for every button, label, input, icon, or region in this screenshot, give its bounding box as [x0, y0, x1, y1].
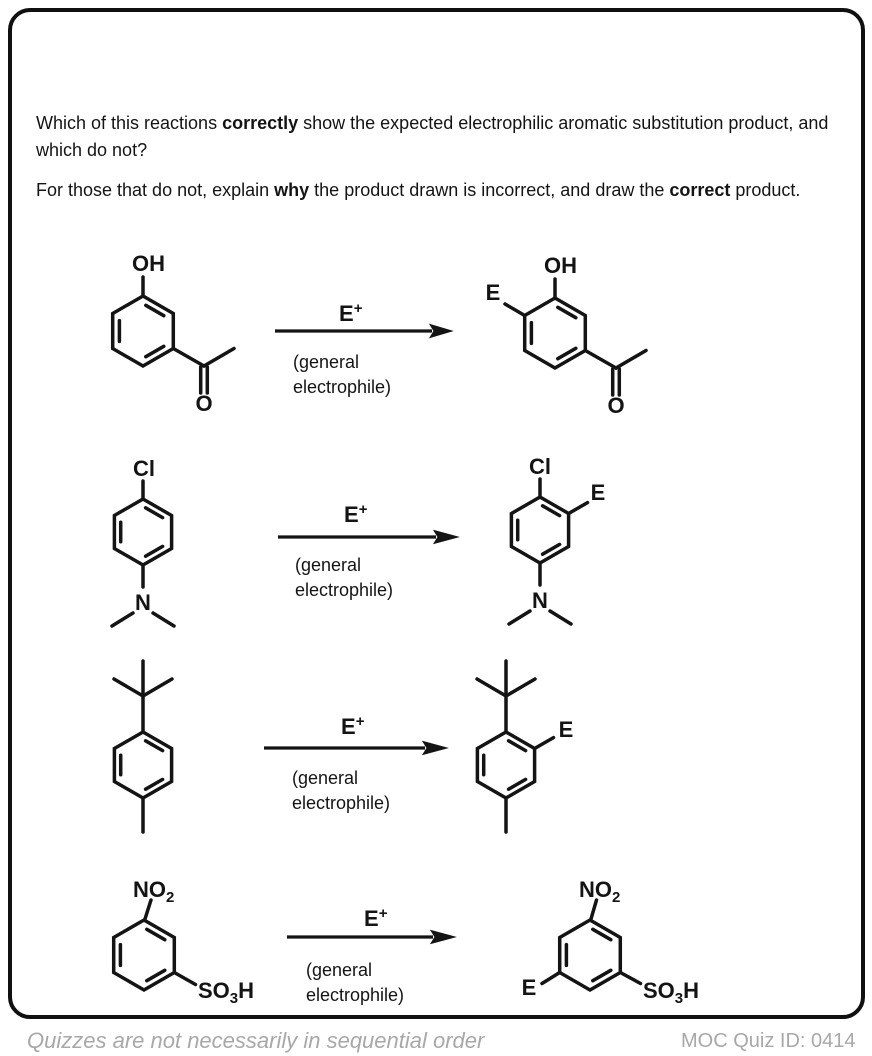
footer-disclaimer: Quizzes are not necessarily in sequential order	[27, 1028, 485, 1053]
so3h-post: H	[683, 978, 700, 1003]
cl-label: Cl	[529, 454, 551, 479]
benzene-ring	[477, 732, 534, 798]
so3h-label	[198, 978, 254, 1007]
no2-bond	[145, 900, 151, 919]
electrophile-symbol: E	[344, 502, 359, 527]
e-label: E	[590, 480, 606, 505]
no2-subscript: 2	[166, 889, 175, 906]
so3h-pre: SO	[643, 978, 675, 1003]
product-3-E-ortho-to-tbu	[477, 661, 573, 832]
arrow-head	[423, 742, 447, 755]
tbu-methyl-bond	[143, 679, 172, 696]
electrophile-symbol: E	[341, 714, 356, 739]
e-bond	[535, 738, 554, 749]
question-text	[36, 110, 836, 217]
tbu-methyl-bond	[114, 679, 143, 696]
benzene-ring	[114, 499, 171, 565]
reaction-row-1	[80, 245, 720, 430]
arrow-note-2: (general electrophile)	[295, 555, 394, 600]
electrophile-symbol: E	[364, 906, 379, 931]
e-bond	[569, 503, 588, 514]
electrophile-symbol: E	[339, 301, 354, 326]
so3h-label	[643, 978, 699, 1007]
no2-main: NO	[579, 877, 612, 902]
arrow-note-1: (general electrophile)	[293, 352, 392, 397]
question-text-segment: For those that do not, explain	[36, 180, 275, 200]
tbu-methyl-bond	[477, 679, 506, 696]
question-text-bold: correctly	[222, 113, 299, 133]
so3h-subscript: 3	[674, 990, 684, 1007]
arrow-note-3: (general electrophile)	[292, 768, 391, 813]
no2-label	[579, 877, 620, 906]
electrophile-label	[364, 905, 388, 931]
so3h-bond	[620, 973, 640, 984]
question-text-bold: why	[274, 180, 310, 200]
oh-label: OH	[544, 253, 577, 278]
reactant-2-4-chloro-dimethylaniline	[112, 456, 174, 626]
so3h-subscript: 3	[229, 990, 239, 1007]
product-1-E-ortho-to-OH	[486, 253, 646, 418]
arrow-head	[431, 931, 455, 944]
electrophile-charge: +	[358, 501, 368, 518]
n-methyl-bond	[153, 613, 174, 626]
n-methyl-bond	[550, 611, 571, 624]
reaction-arrow-3	[264, 713, 447, 755]
n-label: N	[532, 588, 548, 613]
product-4-E-meta-to-both	[522, 877, 699, 1007]
benzene-ring	[525, 298, 586, 368]
methyl-bond	[616, 351, 646, 369]
e-bond	[505, 304, 525, 316]
e-label: E	[521, 975, 537, 1000]
acetyl-bond	[173, 349, 204, 367]
cl-label: Cl	[133, 456, 155, 481]
so3h-post: H	[238, 978, 255, 1003]
e-label: E	[485, 280, 501, 305]
question-text-bold: correct	[669, 180, 731, 200]
no2-main: NO	[133, 877, 166, 902]
oh-label: OH	[132, 251, 165, 276]
n-methyl-bond	[509, 611, 530, 624]
product-2-E-ortho-to-Cl	[509, 454, 605, 624]
methyl-bond	[204, 349, 234, 367]
question-text-segment: the product drawn is incorrect, and draw the	[309, 180, 670, 200]
benzene-ring	[114, 732, 171, 798]
question-paragraph-1	[36, 110, 836, 164]
quiz-id: MOC Quiz ID: 0414	[681, 1030, 856, 1052]
reaction-arrow-1	[275, 300, 452, 338]
tbu-methyl-bond	[506, 679, 535, 696]
no2-label	[133, 877, 174, 906]
reaction-row-2	[80, 450, 720, 635]
question-text-segment: product.	[730, 180, 801, 200]
n-label: N	[135, 590, 151, 615]
electrophile-label	[344, 501, 368, 527]
e-label: E	[558, 717, 574, 742]
electrophile-charge: +	[378, 905, 388, 922]
electrophile-charge: +	[355, 713, 365, 730]
reactant-3-4-tert-butyltoluene	[114, 661, 172, 832]
question-paragraph-2	[36, 177, 836, 204]
no2-subscript: 2	[612, 889, 621, 906]
benzene-ring	[113, 296, 174, 366]
reactant-4-3-nitrobenzenesulfonic-acid	[114, 877, 254, 1007]
reaction-arrow-2	[278, 501, 458, 544]
benzene-ring	[114, 920, 175, 990]
reactant-1-meta-hydroxyacetophenone	[113, 251, 234, 416]
acetyl-bond	[585, 351, 616, 369]
benzene-ring	[560, 920, 621, 990]
so3h-pre: SO	[198, 978, 230, 1003]
electrophile-label	[341, 713, 365, 739]
carbonyl-o-label: O	[195, 391, 213, 416]
n-methyl-bond	[112, 613, 133, 626]
electrophile-charge: +	[353, 300, 363, 317]
question-text-segment: show the expected electrophilic aromatic substitution product, and which do not?	[36, 113, 829, 160]
arrow-head	[434, 531, 458, 544]
question-text-segment: Which of this reactions	[36, 113, 223, 133]
reaction-arrow-4	[287, 905, 455, 944]
arrow-head	[430, 325, 452, 338]
benzene-ring	[511, 497, 568, 563]
so3h-bond	[174, 973, 195, 985]
arrow-note-4: (general electrophile)	[306, 960, 405, 1005]
no2-bond	[591, 900, 597, 919]
electrophile-label	[339, 300, 363, 326]
carbonyl-o-label: O	[607, 393, 625, 418]
e-bond	[542, 973, 560, 984]
